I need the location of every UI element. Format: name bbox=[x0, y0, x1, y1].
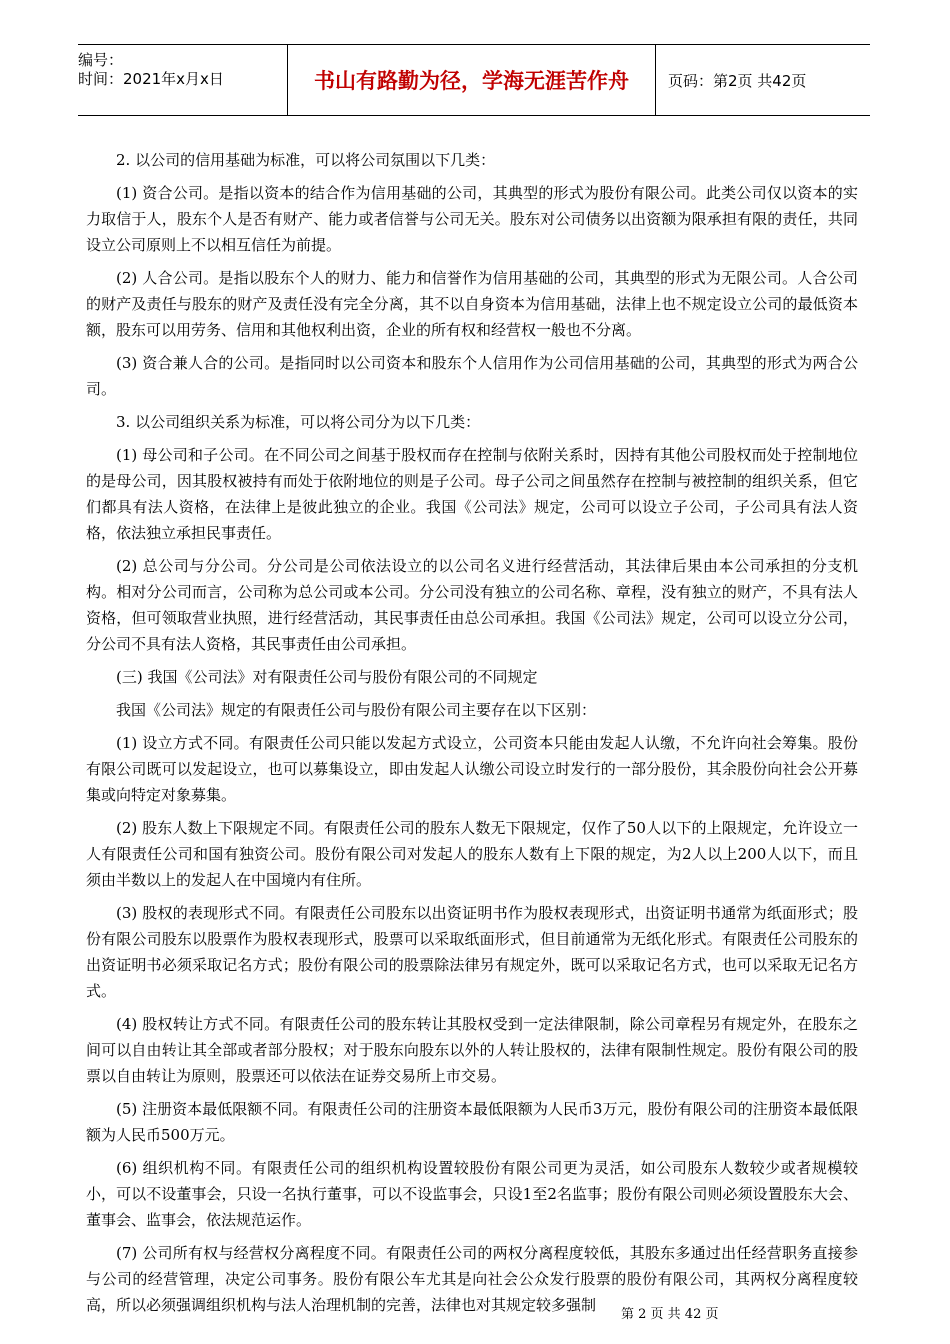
paragraph: (5) 注册资本最低限额不同。有限责任公司的注册资本最低限额为人民币3万元，股份有限公司的注册资本最低限额为人民币500万元。 bbox=[86, 1100, 858, 1144]
paragraph: 2. 以公司的信用基础为标准，可以将公司氛围以下几类： bbox=[116, 151, 496, 169]
paragraph: (1) 设立方式不同。有限责任公司只能以发起方式设立，公司资本只能由发起人认缴，不允许向社会筹集。股份有限公司既可以发起设立，也可以募集设立，即由发起人认缴公司设立时发行的一部分股份，其余股份向社会公开募集或向特定对象募集。 bbox=[86, 734, 858, 804]
header-meta bbox=[78, 45, 288, 115]
page-header bbox=[78, 44, 870, 116]
document-number-label: 编号： bbox=[78, 51, 124, 69]
paragraph: (6) 组织机构不同。有限责任公司的组织机构设置较股份有限公司更为灵活，如公司股东人数较少或者规模较小，可以不设董事会，只设一名执行董事，可以不设监事会，只设1至2名监事；股份有限公司则必须设置股东大会、董事会、监事会，依法规范运作。 bbox=[86, 1159, 858, 1229]
paragraph: (7) 公司所有权与经营权分离程度不同。有限责任公司的两权分离程度较低，其股东多通过出任经营职务直接参与公司的经营管理，决定公司事务。股份有限公车尤其是向社会公众发行股票的股份有限公司，其两权分离程度较高，所以必须强调组织机构与法人治理机制的完善，法律也对其规定较多强制 bbox=[86, 1244, 858, 1314]
paragraph: (3) 股权的表现形式不同。有限责任公司股东以出资证明书作为股权表现形式，出资证明书通常为纸面形式；股份有限公司股东以股票作为股权表现形式，股票可以采取纸面形式，但目前通常为无纸化形式。有限责任公司股东的出资证明书必须采取记名方式；股份有限公司的股票除法律另有规定外，既可以采取记名方式，也可以采取无记名方式。 bbox=[86, 904, 858, 1000]
paragraph: 我国《公司法》规定的有限责任公司与股份有限公司主要存在以下区别： bbox=[116, 701, 597, 719]
header-page-info: 页码：第2页 共42页 bbox=[668, 71, 807, 90]
paragraph: (2) 总公司与分公司。分公司是公司依法设立的以公司名义进行经营活动，其法律后果由本公司承担的分支机构。相对分公司而言，公司称为总公司或本公司。分公司没有独立的公司名称、章程，没有独立的财产，不具有法人资格，但可领取营业执照，进行经营活动，其民事责任由总公司承担。我国《公司法》规定，公司可以设立分公司，分公司不具有法人资格，其民事责任由公司承担。 bbox=[86, 557, 858, 653]
paragraph: (2) 人合公司。是指以股东个人的财力、能力和信誉作为信用基础的公司，其典型的形式为无限公司。人合公司的财产及责任与股东的财产及责任没有完全分离，其不以自身资本为信用基础，法律上也不规定设立公司的最低资本额，股东可以用劳务、信用和其他权利出资，企业的所有权和经营权一般也不分离。 bbox=[86, 269, 858, 339]
document-body bbox=[86, 147, 858, 1325]
paragraph: (1) 资合公司。是指以资本的结合作为信用基础的公司，其典型的形式为股份有限公司。此类公司仅以资本的实力取信于人，股东个人是否有财产、能力或者信誉与公司无关。股东对公司债务以出资额为限承担有限的责任，共同设立公司原则上不以相互信任为前提。 bbox=[86, 184, 858, 254]
paragraph: (3) 资合兼人合的公司。是指同时以公司资本和股东个人信用作为公司信用基础的公司，其典型的形式为两合公司。 bbox=[86, 354, 858, 398]
paragraph: (1) 母公司和子公司。在不同公司之间基于股权而存在控制与依附关系时，因持有其他公司股权而处于控制地位的是母公司，因其股权被持有而处于依附地位的则是子公司。母子公司之间虽然存在控制与被控制的组织关系，但它们都具有法人资格，在法律上是彼此独立的企业。我国《公司法》规定，公司可以设立子公司，子公司具有法人资格，依法独立承担民事责任。 bbox=[86, 446, 858, 542]
paragraph: (4) 股权转让方式不同。有限责任公司的股东转让其股权受到一定法律限制，除公司章程另有规定外，在股东之间可以自由转让其全部或者部分股权；对于股东向股东以外的人转让股权的，法律有限制性规定。股份有限公司的股票以自由转让为原则，股票还可以依法在证券交易所上市交易。 bbox=[86, 1015, 858, 1085]
paragraph: (三) 我国《公司法》对有限责任公司与股份有限公司的不同规定 bbox=[116, 668, 538, 686]
paragraph: 3. 以公司组织关系为标准，可以将公司分为以下几类： bbox=[116, 413, 481, 431]
page-footer: 第 2 页 共 42 页 bbox=[621, 1307, 719, 1322]
document-time-label: 时间：2021年x月x日 bbox=[78, 70, 224, 88]
paragraph: (2) 股东人数上下限规定不同。有限责任公司的股东人数无下限规定，仅作了50人以下的上限规定，允许设立一人有限责任公司和国有独资公司。股份有限公司对发起人的股东人数有上下限的规定，为2人以上200人以下，而且须由半数以上的发起人在中国境内有住所。 bbox=[86, 819, 858, 889]
header-motto: 书山有路勤为径，学海无涯苦作舟 bbox=[288, 45, 656, 115]
